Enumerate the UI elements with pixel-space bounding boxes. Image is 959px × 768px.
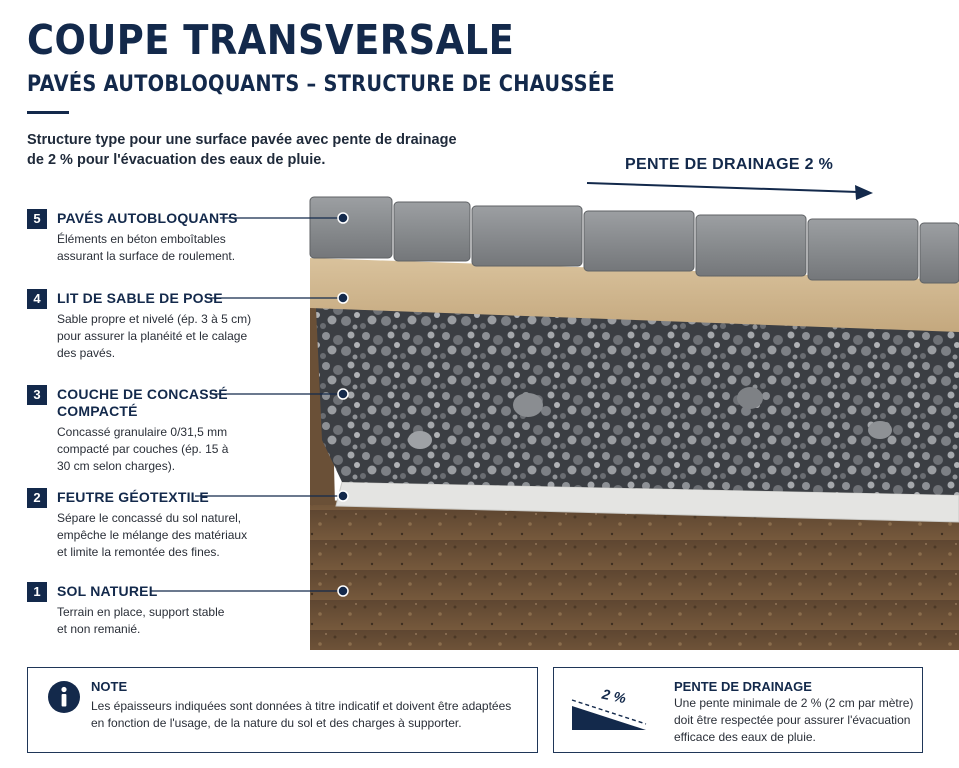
page-title: COUPE TRANSVERSALE	[27, 16, 515, 64]
paver-block	[584, 211, 694, 271]
desc-line: des pavés.	[57, 346, 116, 360]
slope-arrow-line	[587, 183, 858, 192]
layer-title	[57, 386, 257, 420]
layer-number: 2	[27, 488, 47, 508]
desc-line: empêche le mélange des matériaux	[57, 528, 248, 542]
desc-line: Terrain en place, support stable	[57, 605, 225, 619]
layer-number: 4	[27, 289, 47, 309]
slope-label: PENTE DE DRAINAGE 2 %	[625, 156, 834, 173]
note-line: Les épaisseurs indiquées sont données à titre indicatif et doivent être adaptées	[91, 699, 512, 713]
desc-line: Sable propre et nivelé (ép. 3 à 5 cm)	[57, 312, 252, 326]
desc-line: et limite la remontée des fines.	[57, 545, 220, 559]
paver-block	[394, 202, 470, 261]
desc-line: 30 cm selon charges).	[57, 459, 176, 473]
soil-layer	[310, 500, 959, 650]
drainage-line: Une pente minimale de 2 % (2 cm par mètre)	[674, 696, 914, 710]
info-icon	[47, 680, 81, 714]
layer-description	[57, 604, 257, 638]
page-subtitle: PAVÉS AUTOBLOQUANTS – STRUCTURE DE CHAUSSÉE	[27, 72, 615, 97]
slope-arrow-head	[855, 185, 873, 200]
layer-title: SOL NATUREL	[57, 583, 158, 599]
paver-block	[696, 215, 806, 276]
note-box	[27, 667, 538, 753]
desc-line: Éléments en béton emboîtables	[57, 232, 226, 246]
layer-title: PAVÉS AUTOBLOQUANTS	[57, 210, 238, 226]
large-stone	[513, 393, 543, 417]
layer-title: LIT DE SABLE DE POSE	[57, 290, 223, 306]
large-stone	[408, 431, 432, 449]
large-stone	[868, 421, 892, 439]
drainage-line: doit être respectée pour assurer l'évacuation	[674, 713, 911, 727]
layer-number: 3	[27, 385, 47, 405]
large-stone	[737, 387, 763, 409]
intro-line-2: de 2 % pour l'évacuation des eaux de pluie.	[27, 152, 326, 168]
drainage-box	[553, 667, 923, 753]
layer-description	[57, 424, 257, 475]
desc-line: pour assurer la planéité et le calage	[57, 329, 248, 343]
note-line: en fonction de l'usage, de la nature du sol et des charges à supporter.	[91, 716, 462, 730]
desc-line: Sépare le concassé du sol naturel,	[57, 511, 242, 525]
drainage-text	[674, 695, 914, 746]
desc-line: Concassé granulaire 0/31,5 mm	[57, 425, 228, 439]
title-line: COMPACTÉ	[57, 403, 138, 419]
slope-badge: 2 %	[600, 685, 628, 707]
layer-description	[57, 311, 257, 362]
layer-description	[57, 231, 257, 265]
layer-number: 5	[27, 209, 47, 229]
desc-line: compacté par couches (ép. 15 à	[57, 442, 229, 456]
title-line: COUCHE DE CONCASSÉ	[57, 386, 228, 402]
drainage-line: efficace des eaux de pluie.	[674, 730, 816, 744]
intro-line-1: Structure type pour une surface pavée avec pente de drainage	[27, 132, 457, 148]
desc-line: assurant la surface de roulement.	[57, 249, 236, 263]
gravel-layer	[316, 308, 959, 495]
layer-title: FEUTRE GÉOTEXTILE	[57, 489, 209, 505]
note-text	[91, 698, 531, 732]
layer-number: 1	[27, 582, 47, 602]
drainage-title: PENTE DE DRAINAGE	[674, 679, 812, 694]
paver-block	[472, 206, 582, 266]
paver-block	[920, 223, 959, 283]
paver-block	[310, 197, 392, 258]
paver-block	[808, 219, 918, 280]
desc-line: et non remanié.	[57, 622, 141, 636]
layer-description	[57, 510, 257, 561]
note-title: NOTE	[91, 679, 128, 694]
